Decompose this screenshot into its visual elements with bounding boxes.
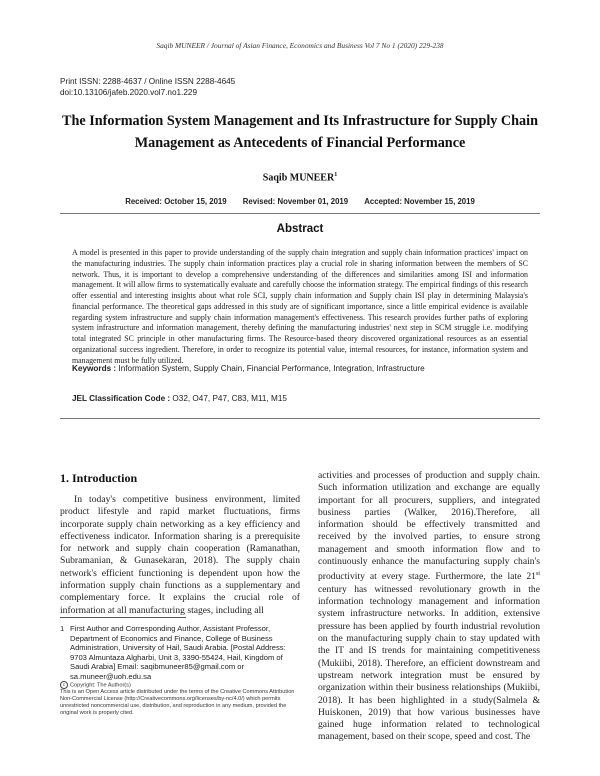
received-date: Received: October 15, 2019 bbox=[125, 197, 227, 206]
jel-label: JEL Classification Code : bbox=[72, 394, 171, 403]
author-line bbox=[0, 172, 600, 183]
copyright-icon: c bbox=[60, 681, 68, 689]
keywords-label: Keywords : bbox=[72, 364, 117, 373]
author-name: Saqib MUNEER bbox=[262, 172, 335, 184]
doi-line: doi:10.13106/jafeb.2020.vol7.no1.229 bbox=[60, 88, 198, 97]
divider-top bbox=[60, 213, 540, 214]
copyright-block bbox=[60, 681, 304, 717]
right-column bbox=[318, 470, 540, 744]
abstract-text: A model is presented in this paper to provide understanding of the supply chain integration and supply chain information practices' impact on the manufacturing industries. The supply chain information practices play a crucial role in sharing information between the members of SC network. Thus, it is important to develop a comprehensive understanding of the differences and similarities among ISI and information management. It will allow firms to systematically evaluate and carefully choose the information strategy. The empirical findings of this research offer essential and interesting insights about what role SCI, supply chain information and Supply chain ISI play in determining Malaysia's financial performance. The theoretical gaps addressed in this study are of significant importance, since a little empirical evidence is available regarding system infrastructure and supply chain information management's effectiveness. This research provides further paths of exploring system infrastructure and information management, thereby defining the manufacturing industries' next step in SCM struggle i.e. modifying total integrated SC principle in other manufacturing firms. The Resource-based theory discovered organizational resources as an essential organizational success ingredient. Therefore, in order to recognize its potential value, internal resources, for instance, information system and management must be fully utilized. bbox=[72, 248, 528, 365]
issn-block bbox=[60, 76, 235, 98]
divider-bottom bbox=[60, 418, 540, 419]
revised-date: Revised: November 01, 2019 bbox=[242, 197, 349, 206]
footnote bbox=[60, 624, 300, 682]
author-footnote-marker: 1 bbox=[334, 172, 338, 178]
right-text-part1: activities and processes of production and supply chain. Such information utilization and exchange are equally important for all procurers, suppliers, and integrated business parties (Walker, 2016).Therefore, all information should be effectively transmitted and received by the involved parties, to ensure strong management and smooth information flow and to continuously enhance the manufacturing supply chain's productivity at every stage. Furthermore, the late 21 bbox=[318, 470, 540, 583]
footnote-number: 1 bbox=[60, 624, 65, 633]
copyright-line bbox=[60, 681, 304, 689]
intro-paragraph-right bbox=[318, 470, 540, 744]
intro-paragraph-left: In today's competitive business environment, limited product lifestyle and rapid market fluctuations, firms incorporate supply chain networking as a key efficiency and effectiveness indicator. Information sharing is a prerequisite for network and supply chain cooperation (Ramanathan, Subramanian, & Gunasekaran, 2018). The supply chain network's efficient functioning is dependent upon how the information supply chain functions as a supplementary and complementary force. It explains the crucial role of information at all manufacturing stages, including all bbox=[60, 494, 300, 616]
article-title: The Information System Management and Its Infrastructure for Supply Chain Management as Antecedents of Financial Performance bbox=[62, 113, 538, 151]
footnote-text: First Author and Corresponding Author, Assistant Professor, Department of Economics and Finance, College of Business Administration, University of Hail, Saudi Arabia. [Postal Address: 9703 Almuntaza Algharbi, Unit 3, 3390-55424, Hail, Kingdom of Saudi Arabia] Email: saqibmuneer85@gmail.com or sa.muneer@uoh.edu.sa bbox=[70, 624, 286, 681]
footnote-rule bbox=[60, 617, 186, 618]
accepted-date: Accepted: November 15, 2019 bbox=[364, 197, 475, 206]
article-dates bbox=[0, 197, 600, 206]
copyright-text: Copyright: The Author(s) bbox=[70, 682, 131, 689]
issn-line: Print ISSN: 2288-4637 / Online ISSN 2288-4645 bbox=[60, 77, 236, 86]
jel-value: O32, O47, P47, C83, M11, M15 bbox=[170, 394, 287, 403]
abstract-heading: Abstract bbox=[276, 223, 324, 235]
section-heading-introduction: 1. Introduction bbox=[60, 471, 138, 485]
keywords-value: Information System, Supply Chain, Financial Performance, Integration, Infrastructure bbox=[116, 364, 425, 373]
keywords-line bbox=[72, 364, 528, 373]
running-head: Saqib MUNEER / Journal of Asian Finance, Economics and Business Vol 7 No 1 (2020) 229-238 bbox=[156, 41, 444, 50]
jel-line bbox=[72, 394, 528, 403]
right-text-superscript: st bbox=[535, 571, 540, 578]
left-column bbox=[60, 494, 300, 617]
license-text: This is an Open Access article distributed under the terms of the Creative Commons Attribution Non-Commercial License (http://Creativecommons.org/licenses/by-nc/4.0/) which permits unrestricted noncommercial use, distribution, and reproduction in any medium, provided the original work is properly cited. bbox=[60, 689, 295, 717]
right-text-part2: century has witnessed revolutionary growth in the information technology management and information system infrastructure networks. In addition, extensive pressure has been applied by fourth industrial revolution on the manufacturing supply chain to stay updated with the IT and IS trends for maintaining competitiveness (Mukiibi, 2018). Therefore, an efficient downstream and upstream network integration must be ensured by organization within their business relationships (Mukiibi, 2018). It has been highlighted in a study(Salmela & Huiskonen, 2019) that how various businesses have gained huge information related to technological management, based on their scope, speed and cost. The bbox=[318, 583, 540, 743]
